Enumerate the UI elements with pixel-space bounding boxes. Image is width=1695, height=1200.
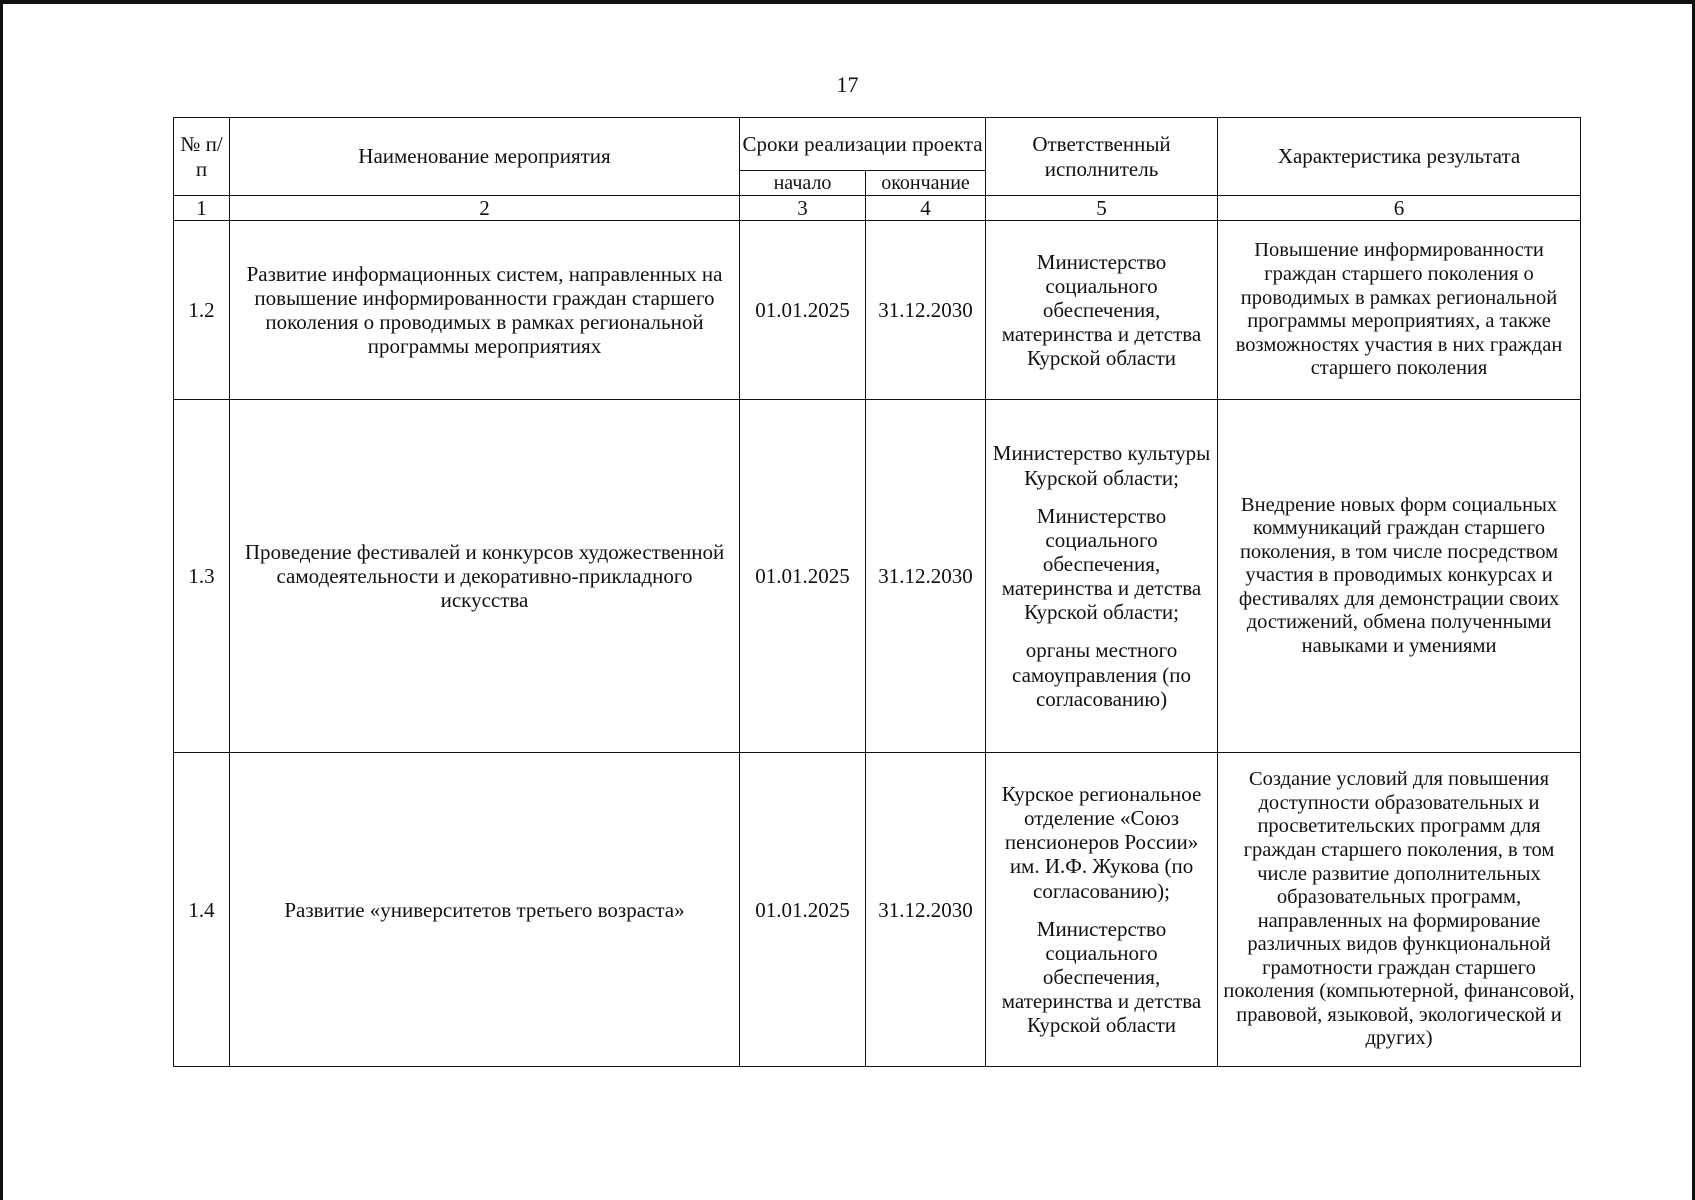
- column-numbers-row: [174, 196, 1581, 221]
- column-number: 6: [1218, 196, 1581, 221]
- row-num: 1.2: [174, 221, 230, 400]
- responsible-entry: Курское региональное отделение «Союз пенсионеров России» им. И.Ф. Жукова (по согласованию);: [1001, 781, 1202, 903]
- row-result: Создание условий для повышения доступности образовательных и просветительских программ для граждан старшего поколения, в том числе развитие дополнительных образовательных программ, направленных на формирование различных видов функциональной грамотности граждан старшего поколения (компьютерной, финансовой, правовой, языковой, экологической и других): [1218, 753, 1581, 1067]
- page-number: 17: [836, 72, 859, 97]
- header-row: [174, 118, 1581, 171]
- row-start-date: 01.01.2025: [740, 753, 866, 1067]
- row-name: Развитие информационных систем, направленных на повышение информированности граждан старшего поколения о проводимых в рамках региональной программы мероприятиях: [230, 221, 740, 400]
- header-period: Сроки реализации проекта: [740, 118, 986, 171]
- responsible-entry: Министерство социального обеспечения, материнства и детства Курской области: [1001, 916, 1202, 1038]
- row-end-date: 31.12.2030: [866, 221, 986, 400]
- column-number: 5: [986, 196, 1218, 221]
- table-row: [174, 753, 1581, 1067]
- column-number: 2: [230, 196, 740, 221]
- header-end: окончание: [866, 171, 986, 196]
- table-row: [174, 400, 1581, 753]
- responsible-entry: органы местного самоуправления (по согласованию): [1012, 638, 1192, 711]
- row-end-date: 31.12.2030: [866, 753, 986, 1067]
- row-responsible: [986, 400, 1218, 753]
- row-end-date: 31.12.2030: [866, 400, 986, 753]
- header-result: Характеристика результата: [1218, 118, 1581, 196]
- row-result: Внедрение новых форм социальных коммуникаций граждан старшего поколения, в том числе посредством участия в проводимых конкурсах и фестивалях для демонстрации своих достижений, обмена полученными навыками и умениями: [1218, 400, 1581, 753]
- header-responsible: Ответственный исполнитель: [986, 118, 1218, 196]
- row-result: Повышение информированности граждан старшего поколения о проводимых в рамках региональной программы мероприятиях, а также возможностях участия в них граждан старшего поколения: [1218, 221, 1581, 400]
- column-number: 3: [740, 196, 866, 221]
- responsible-entry: Министерство социального обеспечения, материнства и детства Курской области: [1001, 249, 1202, 371]
- column-number: 1: [174, 196, 230, 221]
- table-row: [174, 221, 1581, 400]
- row-start-date: 01.01.2025: [740, 221, 866, 400]
- column-number: 4: [866, 196, 986, 221]
- header-name: Наименование мероприятия: [230, 118, 740, 196]
- row-responsible: [986, 753, 1218, 1067]
- responsible-entry: Министерство культуры Курской области;: [992, 441, 1211, 490]
- activities-table: [173, 117, 1581, 1067]
- header-start: начало: [740, 171, 866, 196]
- row-start-date: 01.01.2025: [740, 400, 866, 753]
- row-num: 1.3: [174, 400, 230, 753]
- row-name: Развитие «университетов третьего возраста»: [230, 753, 740, 1067]
- header-num: № п/п: [174, 118, 230, 196]
- row-responsible: [986, 221, 1218, 400]
- responsible-entry: Министерство социального обеспечения, материнства и детства Курской области;: [1001, 503, 1202, 625]
- row-name: Проведение фестивалей и конкурсов художественной самодеятельности и декоративно-прикладного искусства: [230, 400, 740, 753]
- row-num: 1.4: [174, 753, 230, 1067]
